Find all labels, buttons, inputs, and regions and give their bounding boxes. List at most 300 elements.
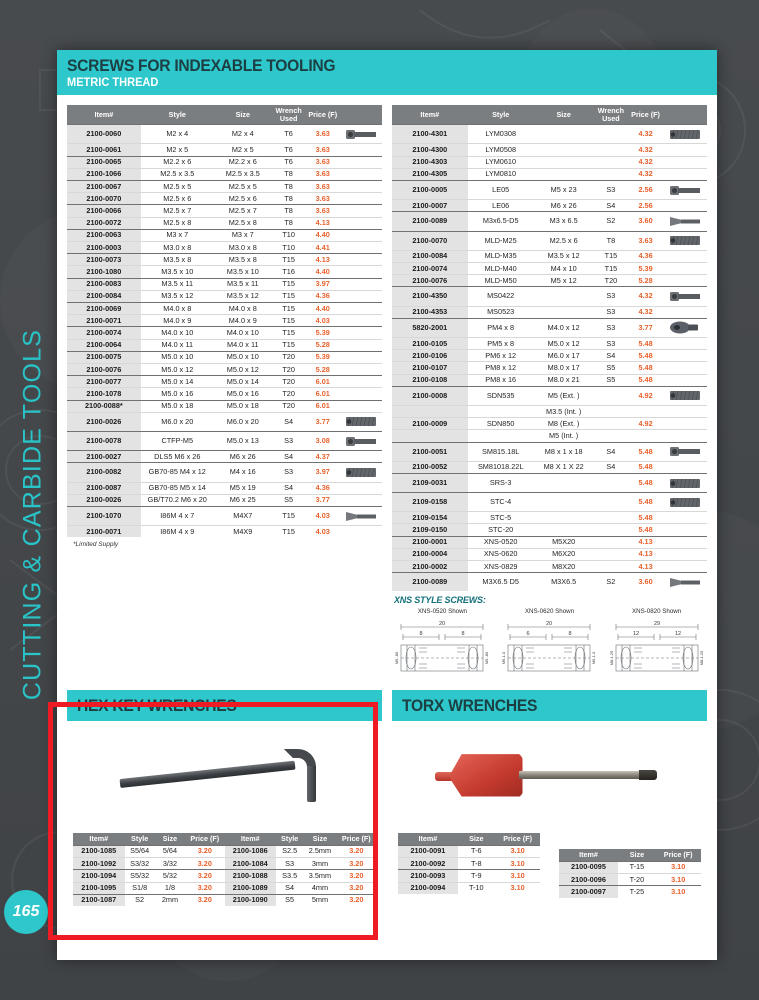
table-row bbox=[73, 870, 225, 882]
cell-size: M3.5 x 12 bbox=[214, 290, 272, 302]
cell-style: S3 bbox=[276, 858, 303, 870]
cell-wrench: T8 bbox=[272, 180, 306, 192]
cell-empty bbox=[340, 451, 382, 463]
cell-size: M2.5 x 5 bbox=[214, 180, 272, 192]
torx-panel-title: TORX WRENCHES bbox=[402, 696, 538, 716]
cell-size: M8 X 1 X 22 bbox=[534, 461, 594, 473]
cell-empty bbox=[340, 156, 382, 168]
torx-left-body bbox=[398, 845, 540, 893]
cell-wrench: T15 bbox=[272, 315, 306, 327]
cell-size: 1/8 bbox=[155, 882, 185, 894]
screw-thumbnail bbox=[663, 318, 707, 337]
screws-panel-subtitle: METRIC THREAD bbox=[67, 74, 159, 89]
hex-table-left bbox=[73, 833, 225, 906]
svg-text:8: 8 bbox=[461, 631, 465, 638]
cell-size bbox=[534, 493, 594, 512]
cell-price: 2.56 bbox=[628, 200, 663, 212]
table-row bbox=[392, 250, 707, 262]
cell-item: 2100-0089 bbox=[392, 212, 468, 231]
table-row bbox=[392, 200, 707, 212]
cell-style: S5/64 bbox=[125, 845, 155, 857]
cell-price: 3.10 bbox=[495, 845, 541, 857]
hex-key-photo bbox=[67, 721, 382, 833]
cell-style: XNS-0829 bbox=[468, 561, 534, 573]
svg-text:12: 12 bbox=[674, 631, 681, 638]
table-row bbox=[392, 512, 707, 524]
screw-thumbnail bbox=[663, 493, 707, 512]
table-row bbox=[392, 231, 707, 250]
table-row bbox=[67, 241, 382, 253]
cell-style: M3.5 x 10 bbox=[141, 266, 214, 278]
table-row bbox=[392, 418, 707, 430]
xns-screw-drawing bbox=[499, 617, 600, 680]
xns-diagram-row bbox=[392, 608, 707, 680]
cell-style bbox=[468, 405, 534, 417]
col-price: Price (F) bbox=[655, 849, 701, 861]
cell-style: PM8 x 16 bbox=[468, 374, 534, 386]
cell-item bbox=[392, 430, 468, 442]
cell-item: 2100-1066 bbox=[67, 168, 141, 180]
cell-wrench: S3 bbox=[594, 306, 629, 318]
cell-style: GB70-85 M4 x 12 bbox=[141, 463, 214, 482]
cell-item: 2100-0071 bbox=[67, 315, 141, 327]
cell-style: M3.0 x 8 bbox=[141, 241, 214, 253]
cell-empty bbox=[340, 351, 382, 363]
rail-category-label: CUTTING & CARBIDE TOOLS bbox=[18, 328, 47, 701]
cell-empty bbox=[340, 302, 382, 314]
table-row bbox=[67, 144, 382, 156]
cell-wrench: T15 bbox=[272, 290, 306, 302]
cell-item: 2100-1088 bbox=[225, 870, 277, 882]
cell-item: 2100-0089 bbox=[392, 573, 468, 592]
cell-wrench: T8 bbox=[272, 168, 306, 180]
cell-size bbox=[534, 524, 594, 536]
table-row bbox=[392, 144, 707, 156]
cell-empty bbox=[663, 275, 707, 287]
cell-size: M8 x 1 x 18 bbox=[534, 442, 594, 461]
cell-price: 4.92 bbox=[628, 386, 663, 405]
cell-style: LYM0610 bbox=[468, 156, 534, 168]
cell-item: 2100-0003 bbox=[67, 241, 141, 253]
cell-item: 2100-0087 bbox=[67, 482, 141, 494]
cell-item: 2100-0094 bbox=[398, 882, 458, 894]
table-row bbox=[392, 275, 707, 287]
xns-screw-drawing bbox=[392, 617, 493, 680]
cell-size: M3.5 (Int. ) bbox=[534, 405, 594, 417]
cell-size bbox=[534, 473, 594, 492]
cell-price: 5.48 bbox=[628, 337, 663, 349]
cell-style: XNS-0620 bbox=[468, 548, 534, 560]
cell-item: 2100-0027 bbox=[67, 451, 141, 463]
cell-style: S4 bbox=[276, 882, 303, 894]
table-row bbox=[67, 193, 382, 205]
cell-wrench: T15 bbox=[272, 327, 306, 339]
cell-price: 4.13 bbox=[628, 548, 663, 560]
cell-item: 2100-1095 bbox=[73, 882, 125, 894]
cell-size: T-20 bbox=[618, 874, 655, 886]
cell-size: T-15 bbox=[618, 861, 655, 873]
torx-wrench-photo bbox=[392, 721, 707, 833]
cell-price: 3.20 bbox=[337, 870, 376, 882]
table-row bbox=[67, 463, 382, 482]
table-row bbox=[398, 858, 540, 870]
hex-key-long-arm bbox=[119, 761, 295, 788]
col-price: Price (F) bbox=[495, 833, 541, 845]
xns-diagram bbox=[606, 608, 707, 680]
svg-text:M6-1.0: M6-1.0 bbox=[501, 652, 507, 665]
xns-diagram-caption: XNS-0620 Shown bbox=[524, 608, 575, 616]
cell-size: M3X6.5 bbox=[534, 573, 594, 592]
cell-wrench: T15 bbox=[272, 278, 306, 290]
cell-empty bbox=[340, 364, 382, 376]
cell-style: S5/32 bbox=[125, 870, 155, 882]
screw-thumbnail bbox=[340, 412, 382, 431]
cell-item: 2100-0064 bbox=[67, 339, 141, 351]
cell-price: 5.28 bbox=[305, 339, 340, 351]
cell-style: I86M 4 x 7 bbox=[141, 506, 214, 525]
cell-style: M5.0 x 12 bbox=[141, 364, 214, 376]
cell-price: 3.63 bbox=[305, 156, 340, 168]
cell-price: 4.37 bbox=[305, 451, 340, 463]
table-header-row bbox=[398, 833, 540, 845]
col-item: Item# bbox=[559, 849, 619, 861]
svg-text:M8-1.25: M8-1.25 bbox=[698, 651, 704, 666]
left-table-column bbox=[67, 105, 382, 680]
cell-size: M2.5 x 6 bbox=[214, 193, 272, 205]
hex-panel-title: HEX KEY WRENCHES bbox=[77, 696, 237, 716]
cell-price: 3.10 bbox=[495, 858, 541, 870]
cell-empty bbox=[663, 250, 707, 262]
table-row bbox=[392, 350, 707, 362]
cell-wrench: S5 bbox=[272, 494, 306, 506]
table-row bbox=[392, 461, 707, 473]
cell-style: M5.0 x 16 bbox=[141, 388, 214, 400]
table-row bbox=[392, 318, 707, 337]
col-item: Item# bbox=[398, 833, 458, 845]
cell-size: T-25 bbox=[618, 886, 655, 898]
cell-price: 3.97 bbox=[305, 463, 340, 482]
cell-wrench: S3 bbox=[272, 463, 306, 482]
cell-item: 2100-0007 bbox=[392, 200, 468, 212]
svg-text:20: 20 bbox=[546, 621, 553, 628]
cell-price: 4.32 bbox=[628, 306, 663, 318]
col-size: Size bbox=[458, 833, 495, 845]
screw-thumbnail bbox=[340, 432, 382, 451]
spec-tables-area bbox=[57, 95, 717, 680]
cell-size: M6 x 25 bbox=[214, 494, 272, 506]
table-row bbox=[67, 168, 382, 180]
cell-item: 2100-0001 bbox=[392, 536, 468, 548]
cell-price: 4.36 bbox=[305, 290, 340, 302]
cell-wrench bbox=[594, 548, 629, 560]
right-table-body bbox=[392, 125, 707, 592]
cell-price: 3.63 bbox=[305, 205, 340, 217]
cell-price: 5.48 bbox=[628, 512, 663, 524]
cell-wrench bbox=[594, 144, 629, 156]
table-row bbox=[559, 861, 701, 873]
cell-style: SM81018.22L bbox=[468, 461, 534, 473]
cell-size: 2.5mm bbox=[303, 845, 336, 857]
cell-empty bbox=[340, 494, 382, 506]
cell-item: 2100-0065 bbox=[67, 156, 141, 168]
cell-size: M5 x 19 bbox=[214, 482, 272, 494]
cell-price: 3.08 bbox=[305, 432, 340, 451]
cell-size: M8.0 x 21 bbox=[534, 374, 594, 386]
cell-item: 2100-1085 bbox=[73, 845, 125, 857]
screw-thumbnail bbox=[663, 125, 707, 144]
cell-size: T-10 bbox=[458, 882, 495, 894]
cell-style: M3.5 x 12 bbox=[141, 290, 214, 302]
cell-item: 5820-2001 bbox=[392, 318, 468, 337]
svg-text:M5-.80: M5-.80 bbox=[484, 652, 490, 665]
table-row bbox=[67, 506, 382, 525]
cell-size: 2mm bbox=[155, 894, 185, 906]
cell-wrench bbox=[594, 168, 629, 180]
table-row bbox=[392, 536, 707, 548]
cell-price: 5.48 bbox=[628, 374, 663, 386]
cell-wrench: T6 bbox=[272, 144, 306, 156]
cell-price: 4.03 bbox=[305, 506, 340, 525]
right-table-column bbox=[392, 105, 707, 680]
cell-price: 4.32 bbox=[628, 144, 663, 156]
cell-item bbox=[392, 405, 468, 417]
screw-thumbnail bbox=[663, 212, 707, 231]
cell-wrench bbox=[594, 512, 629, 524]
cell-size: T-8 bbox=[458, 858, 495, 870]
cell-empty bbox=[340, 278, 382, 290]
cell-size: M3 x 6.5 bbox=[534, 212, 594, 231]
cell-style: M5.0 x 18 bbox=[141, 400, 214, 412]
cell-price: 3.20 bbox=[185, 882, 224, 894]
cell-empty bbox=[663, 548, 707, 560]
catalog-sheet bbox=[57, 50, 717, 960]
cell-empty bbox=[663, 524, 707, 536]
cell-size: M5.0 x 12 bbox=[534, 337, 594, 349]
col-item: Item# bbox=[67, 105, 141, 125]
cell-style: M2.5 x 3.5 bbox=[141, 168, 214, 180]
cell-style: M3x6.5-D5 bbox=[468, 212, 534, 231]
cell-empty bbox=[340, 388, 382, 400]
cell-wrench bbox=[594, 473, 629, 492]
xns-diagram bbox=[392, 608, 493, 680]
screw-thumbnail bbox=[663, 287, 707, 306]
table-row bbox=[392, 287, 707, 306]
cell-style: MLD-M40 bbox=[468, 262, 534, 274]
cell-wrench bbox=[594, 430, 629, 442]
cell-item: 2100-0002 bbox=[392, 561, 468, 573]
table-row bbox=[67, 290, 382, 302]
table-row bbox=[398, 845, 540, 857]
table-row bbox=[67, 302, 382, 314]
cell-style: GB/T70.2 M6 x 20 bbox=[141, 494, 214, 506]
cell-item: 2100-0096 bbox=[559, 874, 619, 886]
cell-item: 2100-0074 bbox=[67, 327, 141, 339]
cell-style bbox=[468, 430, 534, 442]
screw-thumbnail bbox=[340, 506, 382, 525]
cell-price: 4.03 bbox=[305, 526, 340, 538]
hex-panel-header bbox=[67, 690, 382, 721]
cell-size: M6 x 26 bbox=[214, 451, 272, 463]
cell-style: MLD-M35 bbox=[468, 250, 534, 262]
table-row bbox=[392, 212, 707, 231]
svg-text:8: 8 bbox=[568, 631, 573, 638]
cell-size: M5X20 bbox=[534, 536, 594, 548]
cell-item: 2100-0092 bbox=[398, 858, 458, 870]
cell-size: M3.5 x 8 bbox=[214, 254, 272, 266]
cell-item: 2100-4305 bbox=[392, 168, 468, 180]
cell-empty bbox=[663, 405, 707, 417]
cell-price: 3.10 bbox=[655, 886, 701, 898]
cell-price: 5.48 bbox=[628, 362, 663, 374]
cell-item: 2100-0105 bbox=[392, 337, 468, 349]
table-row bbox=[67, 432, 382, 451]
cell-item: 2100-0075 bbox=[67, 351, 141, 363]
table-row bbox=[392, 386, 707, 405]
cell-price: 4.13 bbox=[628, 561, 663, 573]
torx-table-right bbox=[559, 849, 701, 897]
col-wrench: Wrench Used bbox=[272, 105, 306, 125]
torx-panel-header bbox=[392, 690, 707, 721]
table-row bbox=[73, 882, 225, 894]
hex-left-body bbox=[73, 845, 225, 906]
col-style: Style bbox=[276, 833, 303, 845]
cell-item: 2100-4301 bbox=[392, 125, 468, 144]
cell-item: 2100-0069 bbox=[67, 302, 141, 314]
table-row bbox=[392, 573, 707, 592]
cell-style: STC-20 bbox=[468, 524, 534, 536]
cell-price: 5.39 bbox=[305, 351, 340, 363]
cell-price: 4.32 bbox=[628, 125, 663, 144]
cell-price: 4.36 bbox=[305, 482, 340, 494]
cell-size: M3.5 x 12 bbox=[534, 250, 594, 262]
hex-key-short-arm bbox=[307, 766, 316, 802]
svg-text:M5-.80: M5-.80 bbox=[394, 652, 400, 665]
cell-item: 2100-0060 bbox=[67, 125, 141, 144]
cell-wrench bbox=[594, 386, 629, 405]
cell-item: 2100-0083 bbox=[67, 278, 141, 290]
cell-price: 5.48 bbox=[628, 493, 663, 512]
cell-wrench: T15 bbox=[594, 262, 629, 274]
cell-style: PM5 x 8 bbox=[468, 337, 534, 349]
cell-size: M3.0 x 8 bbox=[214, 241, 272, 253]
cell-size: M8.0 x 17 bbox=[534, 362, 594, 374]
cell-empty bbox=[663, 512, 707, 524]
cell-price bbox=[628, 405, 663, 417]
cell-price: 5.48 bbox=[628, 461, 663, 473]
cell-item: 2100-0076 bbox=[392, 275, 468, 287]
cell-item: 2100-4350 bbox=[392, 287, 468, 306]
cell-item: 2100-0004 bbox=[392, 548, 468, 560]
cell-price: 5.48 bbox=[628, 442, 663, 461]
cell-style: XNS-0520 bbox=[468, 536, 534, 548]
cell-price: 4.32 bbox=[628, 287, 663, 306]
cell-item: 2100-0107 bbox=[392, 362, 468, 374]
cell-price: 3.60 bbox=[628, 573, 663, 592]
cell-size: M6X20 bbox=[534, 548, 594, 560]
cell-price: 5.39 bbox=[305, 327, 340, 339]
screw-thumbnail bbox=[663, 473, 707, 492]
cell-size: M5 (Int. ) bbox=[534, 430, 594, 442]
cell-style: SRS-3 bbox=[468, 473, 534, 492]
table-row bbox=[67, 327, 382, 339]
cell-style: M3X6.5 D5 bbox=[468, 573, 534, 592]
table-row bbox=[73, 858, 225, 870]
cell-item: 2100-4303 bbox=[392, 156, 468, 168]
cell-empty bbox=[663, 262, 707, 274]
cell-size bbox=[534, 287, 594, 306]
cell-item: 2100-0061 bbox=[67, 144, 141, 156]
table-row bbox=[67, 180, 382, 192]
cell-price: 3.63 bbox=[305, 144, 340, 156]
cell-wrench: T20 bbox=[272, 400, 306, 412]
cell-size: M8X20 bbox=[534, 561, 594, 573]
table-row bbox=[559, 886, 701, 898]
cell-size bbox=[534, 306, 594, 318]
cell-item: 2100-0026 bbox=[67, 412, 141, 431]
cell-size: T-9 bbox=[458, 870, 495, 882]
cell-item: 2100-1094 bbox=[73, 870, 125, 882]
cell-size: M4.0 x 9 bbox=[214, 315, 272, 327]
cell-wrench: T6 bbox=[272, 125, 306, 144]
cell-size: M6.0 x 20 bbox=[214, 412, 272, 431]
cell-wrench: S4 bbox=[272, 482, 306, 494]
cell-wrench: T6 bbox=[272, 156, 306, 168]
cell-price: 3.10 bbox=[495, 882, 541, 894]
cell-item: 2100-0071 bbox=[67, 526, 141, 538]
cell-item: 2100-0108 bbox=[392, 374, 468, 386]
table-row bbox=[392, 374, 707, 386]
cell-empty bbox=[340, 193, 382, 205]
hex-key-icon bbox=[120, 746, 330, 808]
table-row bbox=[392, 306, 707, 318]
cell-item: 2100-1080 bbox=[67, 266, 141, 278]
cell-wrench: S5 bbox=[594, 362, 629, 374]
table-row bbox=[67, 156, 382, 168]
cell-price: 4.13 bbox=[305, 217, 340, 229]
cell-size: M5.0 x 14 bbox=[214, 376, 272, 388]
cell-price: 4.32 bbox=[628, 168, 663, 180]
cell-empty bbox=[340, 266, 382, 278]
cell-wrench: T15 bbox=[272, 339, 306, 351]
cell-style: M2 x 4 bbox=[141, 125, 214, 144]
cell-price: 3.20 bbox=[337, 858, 376, 870]
table-row bbox=[67, 205, 382, 217]
table-row bbox=[67, 254, 382, 266]
cell-wrench: S2 bbox=[594, 573, 629, 592]
cell-wrench bbox=[594, 524, 629, 536]
cell-size: 5/64 bbox=[155, 845, 185, 857]
svg-text:12: 12 bbox=[632, 631, 639, 638]
cell-style: LYM0308 bbox=[468, 125, 534, 144]
cell-style: I86M 4 x 9 bbox=[141, 526, 214, 538]
cell-price: 3.77 bbox=[305, 412, 340, 431]
cell-style: M4.0 x 10 bbox=[141, 327, 214, 339]
col-item: Item# bbox=[73, 833, 125, 845]
xns-diagram-caption: XNS-0820 Shown bbox=[631, 608, 682, 616]
cell-item: 2100-1084 bbox=[225, 858, 277, 870]
table-row bbox=[225, 858, 377, 870]
hex-right-body bbox=[225, 845, 377, 906]
cell-item: 2100-0026 bbox=[67, 494, 141, 506]
table-row bbox=[392, 262, 707, 274]
cell-item: 2100-0063 bbox=[67, 229, 141, 241]
cell-size: 3mm bbox=[303, 858, 336, 870]
cell-style: SM815.18L bbox=[468, 442, 534, 461]
cell-empty bbox=[340, 144, 382, 156]
cell-empty bbox=[340, 290, 382, 302]
cell-style: STC-5 bbox=[468, 512, 534, 524]
table-row bbox=[67, 364, 382, 376]
